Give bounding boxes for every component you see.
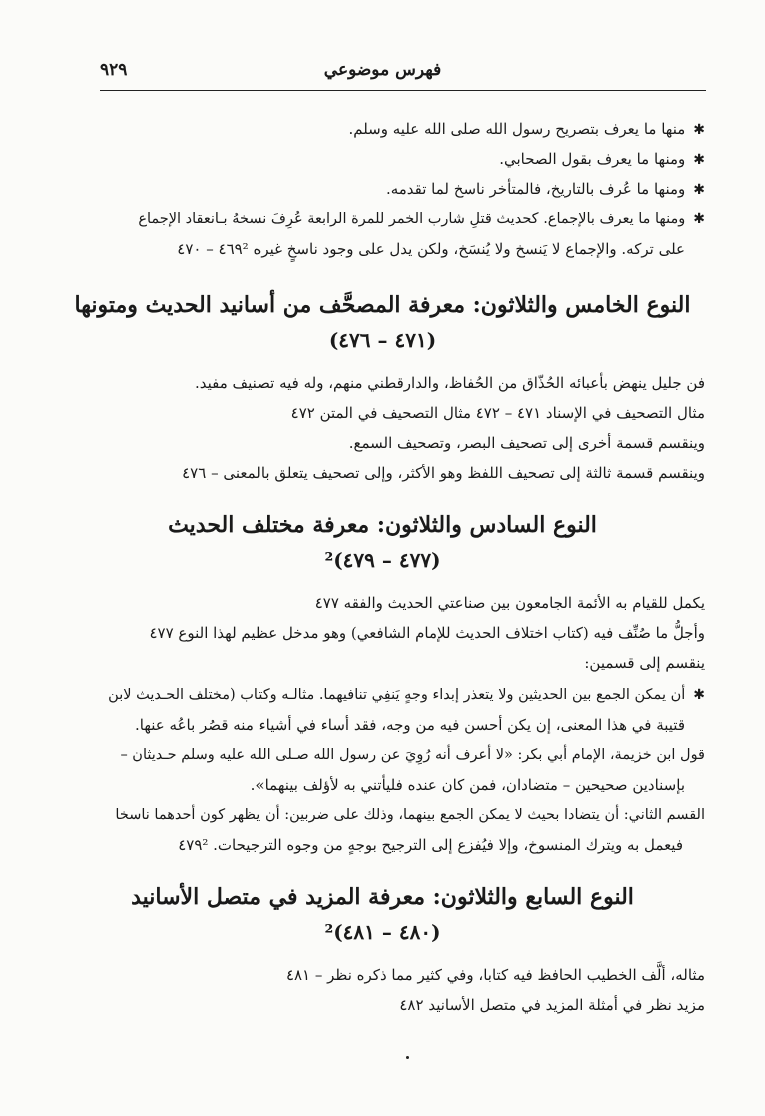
list-item: ✱أن يمكن الجمع بين الحديثين ولا يتعذر إبداء وجهٍ يَنفِي تنافيهما. مثالـه وكتاب (مختلف الحـديث لابن bbox=[108, 684, 705, 706]
list-item: ✱منها ما يعرف بتصريح رسول الله صلى الله عليه وسلم. bbox=[348, 118, 705, 141]
page-number: ٩٢٩ bbox=[100, 60, 128, 80]
text-line: وأجلُّ ما صُنِّف فيه (كتاب اختلاف الحديث للإمام الشافعي) وهو مدخل عظيم لهذا النوع ٤٧٧ bbox=[149, 624, 705, 642]
text-line: فيعمل به ويترك المنسوخ، وإلا فيُفزع إلى الترجيح بوجهٍ من وجوه الترجيحات. ٤٧٩² bbox=[178, 836, 683, 854]
text-line: مثاله، ألَّف الخطيب الحافظ فيه كتابا، وفي كثير مما ذكره نظر – ٤٨١ bbox=[285, 966, 705, 984]
text-line: مثال التصحيف في الإسناد ٤٧١ – ٤٧٢ مثال التصحيف في المتن ٤٧٢ bbox=[290, 404, 705, 422]
asterisk-bullet-icon: ✱ bbox=[693, 122, 705, 138]
page-speck bbox=[406, 1056, 409, 1059]
header-rule bbox=[100, 90, 706, 91]
section-range: (٤٧١ – ٤٧٦) bbox=[328, 328, 437, 352]
list-item-continuation: قتيبة في هذا المعنى، إن يكن أحسن فيه من وجه، فقد أساء في أشياء منه قصُر باعُه عنها. bbox=[135, 716, 685, 734]
section-range: (٤٧٧ – ٤٧٩)² bbox=[324, 548, 441, 572]
list-item: ✱ومنها ما يعرف بقول الصحابي. bbox=[499, 148, 705, 171]
section-heading: النوع السادس والثلاثون: معرفة مختلف الحديث bbox=[168, 512, 597, 538]
asterisk-bullet-icon: ✱ bbox=[693, 182, 705, 198]
asterisk-bullet-icon: ✱ bbox=[693, 211, 705, 227]
text-line: وينقسم قسمة أخرى إلى تصحيف البصر، وتصحيف السمع. bbox=[348, 434, 705, 452]
text-line: قول ابن خزيمة، الإمام أبي بكر: «لا أعرف أنه رُوِيَ عن رسول الله صـلى الله عليه وسلم حـديثان – bbox=[120, 747, 705, 763]
list-item-continuation: على تركه. والإجماع لا يَنسخ ولا يُنسَخ، ولكن يدل على وجود ناسخٍ غيره ٤٦٩² – ٤٧٠ bbox=[177, 240, 685, 258]
asterisk-bullet-icon: ✱ bbox=[693, 152, 705, 168]
section-heading: النوع الخامس والثلاثون: معرفة المصحَّف من أسانيد الحديث ومتونها bbox=[74, 292, 691, 318]
text-line: مزيد نظر في أمثلة المزيد في متصل الأسانيد ٤٨٢ bbox=[399, 996, 705, 1014]
text-line: وينقسم قسمة ثالثة إلى تصحيف اللفظ وهو الأكثر، وإلى تصحيف يتعلق بالمعنى – ٤٧٦ bbox=[182, 464, 705, 482]
section-heading: النوع السابع والثلاثون: معرفة المزيد في متصل الأسانيد bbox=[131, 884, 634, 910]
text-line: فن جليل ينهض بأعبائه الحُذّاق من الحُفاظ، والدارقطني منهم، وله فيه تصنيف مفيد. bbox=[195, 374, 705, 392]
text-line: القسم الثاني: أن يتضادا بحيث لا يمكن الجمع بينهما، وذلك على ضربين: أن يظهر كون أحدهما ناسخا bbox=[115, 807, 705, 823]
running-header-title: فهرس موضوعي bbox=[323, 60, 442, 80]
list-item: ✱ومنها ما يعرف بالإجماع. كحديث قتلِ شارب الخمر للمرة الرابعة عُرِفَ نسخهُ بـانعقاد الإجماع bbox=[138, 208, 705, 230]
asterisk-bullet-icon: ✱ bbox=[693, 687, 705, 703]
text-line: يكمل للقيام به الأئمة الجامعون بين صناعتي الحديث والفقه ٤٧٧ bbox=[314, 594, 705, 612]
section-range: (٤٨٠ – ٤٨١)² bbox=[324, 920, 441, 944]
list-item: ✱ومنها ما عُرف بالتاريخ، فالمتأخر ناسخ لما تقدمه. bbox=[386, 178, 705, 201]
text-line: بإسنادين صحيحين – متضادان، فمن كان عنده فليأتني به لأؤلف بينهما». bbox=[250, 776, 685, 794]
text-line: ينقسم إلى قسمين: bbox=[584, 654, 705, 672]
